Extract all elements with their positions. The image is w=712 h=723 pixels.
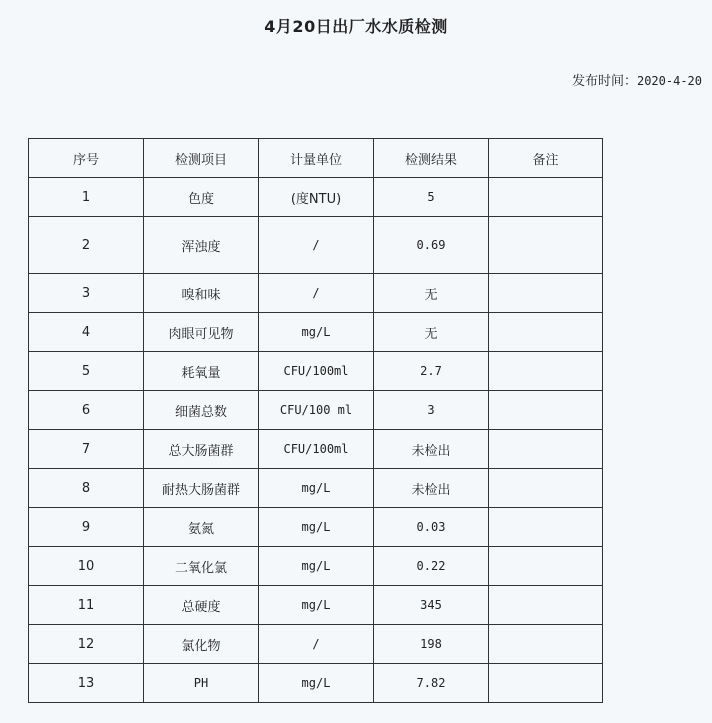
table-row — [29, 313, 603, 352]
cell-result: 0.22 — [374, 547, 489, 586]
table-header-row — [29, 139, 603, 178]
cell-item: PH — [144, 664, 259, 703]
cell-unit: CFU/100 ml — [259, 391, 374, 430]
cell-item: 总硬度 — [144, 586, 259, 625]
cell-index: 3 — [29, 274, 144, 313]
table-row — [29, 274, 603, 313]
cell-result: 0.03 — [374, 508, 489, 547]
cell-result: 198 — [374, 625, 489, 664]
cell-index: 8 — [29, 469, 144, 508]
table-row — [29, 508, 603, 547]
cell-unit: / — [259, 217, 374, 274]
cell-unit: / — [259, 625, 374, 664]
table-body — [29, 178, 603, 703]
water-quality-table — [28, 138, 603, 703]
cell-result: 未检出 — [374, 430, 489, 469]
cell-unit: mg/L — [259, 547, 374, 586]
cell-index: 10 — [29, 547, 144, 586]
table-row — [29, 625, 603, 664]
cell-item: 二氧化氯 — [144, 547, 259, 586]
cell-unit: mg/L — [259, 469, 374, 508]
header-index: 序号 — [29, 139, 144, 178]
cell-index: 11 — [29, 586, 144, 625]
cell-unit: mg/L — [259, 508, 374, 547]
cell-note — [489, 664, 603, 703]
cell-item: 嗅和味 — [144, 274, 259, 313]
header-unit: 计量单位 — [259, 139, 374, 178]
cell-result: 无 — [374, 313, 489, 352]
cell-index: 9 — [29, 508, 144, 547]
cell-note — [489, 391, 603, 430]
cell-result: 3 — [374, 391, 489, 430]
header-result: 检测结果 — [374, 139, 489, 178]
cell-index: 12 — [29, 625, 144, 664]
cell-index: 4 — [29, 313, 144, 352]
cell-result: 7.82 — [374, 664, 489, 703]
cell-item: 肉眼可见物 — [144, 313, 259, 352]
cell-result: 无 — [374, 274, 489, 313]
page-title: 4月20日出厂水水质检测 — [264, 17, 448, 36]
cell-note — [489, 178, 603, 217]
cell-unit: mg/L — [259, 313, 374, 352]
cell-item: 氯化物 — [144, 625, 259, 664]
cell-item: 耐热大肠菌群 — [144, 469, 259, 508]
header-note: 备注 — [489, 139, 603, 178]
cell-index: 5 — [29, 352, 144, 391]
table-row — [29, 430, 603, 469]
table-row — [29, 664, 603, 703]
cell-index: 2 — [29, 217, 144, 274]
cell-unit: (度NTU) — [259, 178, 374, 217]
publish-info — [572, 70, 702, 89]
cell-item: 耗氧量 — [144, 352, 259, 391]
cell-unit: CFU/100ml — [259, 430, 374, 469]
cell-note — [489, 508, 603, 547]
table-row — [29, 352, 603, 391]
cell-note — [489, 469, 603, 508]
cell-note — [489, 430, 603, 469]
cell-item: 氨氮 — [144, 508, 259, 547]
table-row — [29, 547, 603, 586]
cell-result: 2.7 — [374, 352, 489, 391]
cell-note — [489, 625, 603, 664]
cell-unit: CFU/100ml — [259, 352, 374, 391]
cell-item: 色度 — [144, 178, 259, 217]
cell-item: 细菌总数 — [144, 391, 259, 430]
publish-date: 2020-4-20 — [636, 74, 702, 88]
cell-result: 5 — [374, 178, 489, 217]
table-row — [29, 391, 603, 430]
cell-result: 345 — [374, 586, 489, 625]
cell-unit: mg/L — [259, 664, 374, 703]
cell-item: 总大肠菌群 — [144, 430, 259, 469]
cell-note — [489, 586, 603, 625]
cell-index: 6 — [29, 391, 144, 430]
cell-result: 0.69 — [374, 217, 489, 274]
table-row — [29, 178, 603, 217]
cell-item: 浑浊度 — [144, 217, 259, 274]
publish-label: 发布时间： — [571, 74, 637, 89]
cell-index: 1 — [29, 178, 144, 217]
cell-index: 7 — [29, 430, 144, 469]
cell-result: 未检出 — [374, 469, 489, 508]
header-item: 检测项目 — [144, 139, 259, 178]
cell-note — [489, 274, 603, 313]
cell-index: 13 — [29, 664, 144, 703]
cell-note — [489, 547, 603, 586]
cell-note — [489, 313, 603, 352]
cell-unit: mg/L — [259, 586, 374, 625]
table-row — [29, 469, 603, 508]
table-row — [29, 217, 603, 274]
cell-unit: / — [259, 274, 374, 313]
cell-note — [489, 217, 603, 274]
cell-note — [489, 352, 603, 391]
table-row — [29, 586, 603, 625]
